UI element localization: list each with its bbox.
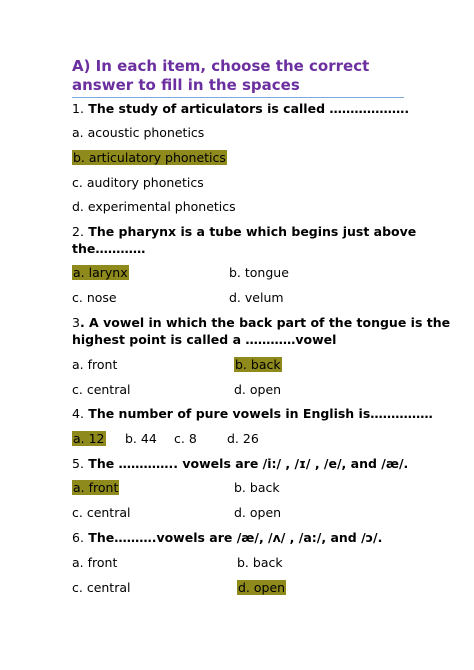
- question-3: [72, 315, 450, 331]
- option-3a: a. front: [72, 357, 118, 372]
- option-2d: d. velum: [229, 290, 284, 305]
- question-number: 4.: [72, 406, 84, 421]
- option-3d: d. open: [234, 382, 282, 397]
- highlighted-answer: b. articulatory phonetics: [73, 150, 226, 165]
- option-6b: b. back: [237, 555, 283, 570]
- highlighted-answer: b. back: [235, 357, 281, 372]
- question-number: 2.: [72, 224, 84, 239]
- question-text: The number of pure vowels in English is……………: [88, 406, 433, 421]
- question-1: [72, 101, 409, 117]
- question-2-continued: the…………: [72, 241, 146, 256]
- highlighted-answer: d. open: [238, 580, 286, 595]
- option-1a: a. acoustic phonetics: [72, 125, 205, 140]
- option-2c: c. nose: [72, 290, 117, 305]
- option-5b: b. back: [234, 480, 280, 495]
- question-4: [72, 406, 433, 422]
- option-4b: b. 44: [125, 431, 157, 446]
- question-number: 6.: [72, 530, 84, 545]
- option-3b: [234, 357, 282, 373]
- option-4c: c. 8: [174, 431, 197, 446]
- question-number: 3: [72, 315, 80, 330]
- option-1b: [72, 150, 227, 166]
- question-6: [72, 530, 382, 546]
- question-text: The pharynx is a tube which begins just above: [88, 224, 417, 239]
- option-5a: [72, 480, 119, 496]
- option-2b: b. tongue: [229, 265, 289, 280]
- question-number: 5.: [72, 456, 84, 471]
- question-5: [72, 456, 408, 472]
- option-2a: [72, 265, 129, 281]
- question-text: The……….vowels are /æ/, /ʌ/ , /a:/, and /ɔ/.: [88, 530, 383, 545]
- question-text: The ………….. vowels are /i:/ , /ɪ/ , /e/, and /æ/.: [88, 456, 409, 471]
- option-6c: c. central: [72, 580, 131, 595]
- option-1c: c. auditory phonetics: [72, 175, 204, 190]
- highlighted-answer: a. front: [73, 480, 119, 495]
- option-4a: [72, 431, 106, 447]
- option-5c: c. central: [72, 505, 131, 520]
- option-6d: [237, 580, 286, 596]
- question-3-continued: highest point is called a …………vowel: [72, 332, 337, 347]
- option-1d: d. experimental phonetics: [72, 199, 236, 214]
- option-6a: a. front: [72, 555, 118, 570]
- section-heading: A) In each item, choose the correct answer to fill in the spaces: [72, 57, 404, 98]
- option-4d: d. 26: [227, 431, 259, 446]
- question-number: 1.: [72, 101, 84, 116]
- option-5d: d. open: [234, 505, 282, 520]
- question-text: . A vowel in which the back part of the tongue is the: [79, 315, 451, 330]
- question-text: The study of articulators is called ……………….: [88, 101, 410, 116]
- highlighted-answer: a. larynx: [73, 265, 128, 280]
- highlighted-answer: a. 12: [73, 431, 105, 446]
- option-3c: c. central: [72, 382, 131, 397]
- question-2: [72, 224, 416, 240]
